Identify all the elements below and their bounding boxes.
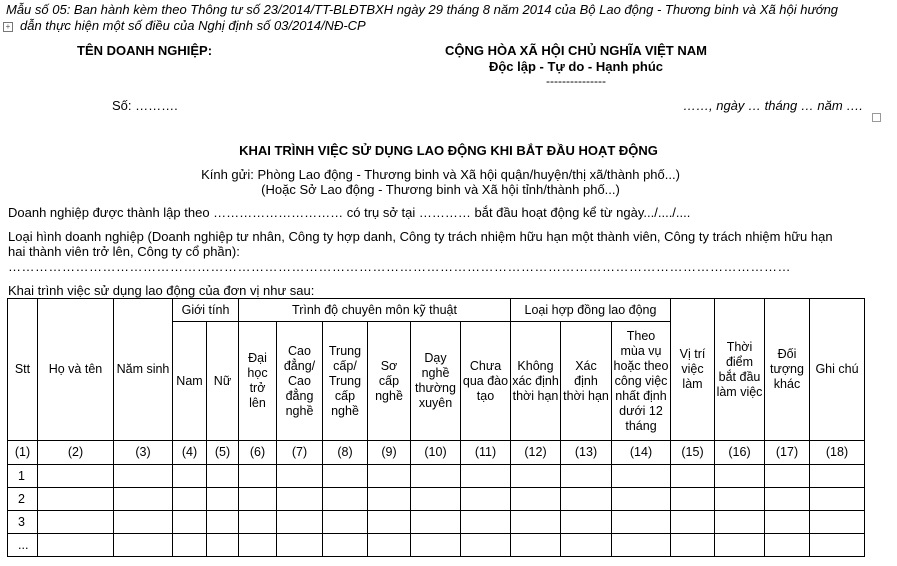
company-name-label: TÊN DOANH NGHIỆP: xyxy=(77,43,213,58)
col-start-date: Thời điểm bắt đầu làm việc xyxy=(715,299,765,441)
col-notes: Ghi chú xyxy=(810,299,865,441)
col-definite-term: Xác định thời hạn xyxy=(561,322,612,441)
column-number-row xyxy=(8,441,865,465)
col-number: (4) xyxy=(173,441,207,465)
col-number: (8) xyxy=(323,441,368,465)
addressee-line-1: Kính gửi: Phòng Lao động - Thương binh và Xã hội quận/huyện/thị xã/thành phố...) xyxy=(201,167,680,182)
col-stt: Stt xyxy=(8,299,38,441)
table-row xyxy=(8,488,865,511)
row-index: 1 xyxy=(8,465,38,488)
table-group-header-row xyxy=(8,299,865,322)
col-number: (10) xyxy=(411,441,461,465)
col-regular-training: Dạy nghề thường xuyên xyxy=(411,322,461,441)
row-index: 3 xyxy=(8,511,38,534)
form-reference-note: Mẫu số 05: Ban hành kèm theo Thông tư số 23/2014/TT-BLĐTBXH ngày 29 tháng 8 năm 2014 của Bộ Lao động - Thương binh và Xã hội hướng xyxy=(6,2,839,17)
dotted-fill-line: ………………………………………………………………………………………………………………………………………………………… xyxy=(8,259,791,274)
col-untrained: Chưa qua đào tạo xyxy=(461,322,511,441)
col-male: Nam xyxy=(173,322,207,441)
col-number: (14) xyxy=(612,441,671,465)
col-other-subject: Đối tượng khác xyxy=(765,299,810,441)
col-number: (18) xyxy=(810,441,865,465)
group-qualification: Trình độ chuyên môn kỹ thuật xyxy=(239,299,511,322)
group-gender: Giới tính xyxy=(173,299,239,322)
table-row xyxy=(8,465,865,488)
row-index: ... xyxy=(8,534,38,557)
table-row xyxy=(8,534,865,557)
col-number: (7) xyxy=(277,441,323,465)
row-index: 2 xyxy=(8,488,38,511)
col-number: (9) xyxy=(368,441,411,465)
document-title: KHAI TRÌNH VIỆC SỬ DỤNG LAO ĐỘNG KHI BẮT ĐẦU HOẠT ĐỘNG xyxy=(239,143,658,158)
col-number: (13) xyxy=(561,441,612,465)
business-type-line-1: Loại hình doanh nghiệp (Doanh nghiệp tư nhân, Công ty hợp danh, Công ty trách nhiệm hữu hạn một thành viên, Công ty trách nhiệm hữu hạn xyxy=(8,229,833,244)
motto-underline: --------------- xyxy=(546,74,606,88)
col-seasonal: Theo mùa vụ hoặc theo công việc nhất định dưới 12 tháng xyxy=(612,322,671,441)
established-line: Doanh nghiệp được thành lập theo ………………………… có trụ sở tại ………… bắt đầu hoạt động kể từ ngày.../..../.... xyxy=(8,205,691,220)
table-move-handle-icon[interactable]: + xyxy=(3,22,13,32)
addressee-line-2: (Hoặc Sở Lao động - Thương binh và Xã hội tỉnh/thành phố...) xyxy=(261,182,620,197)
col-number: (5) xyxy=(207,441,239,465)
col-university: Đại học trở lên xyxy=(239,322,277,441)
col-number: (6) xyxy=(239,441,277,465)
col-number: (15) xyxy=(671,441,715,465)
col-number: (16) xyxy=(715,441,765,465)
resize-handle-icon[interactable] xyxy=(872,113,881,122)
col-number: (11) xyxy=(461,441,511,465)
col-female: Nữ xyxy=(207,322,239,441)
col-number: (3) xyxy=(114,441,173,465)
col-job-position: Vị trí việc làm xyxy=(671,299,715,441)
table-intro: Khai trình việc sử dụng lao động của đơn vị như sau: xyxy=(8,283,315,298)
col-indefinite-term: Không xác định thời hạn xyxy=(511,322,561,441)
table-row xyxy=(8,511,865,534)
col-birth-year: Năm sinh xyxy=(114,299,173,441)
col-number: (17) xyxy=(765,441,810,465)
col-number: (2) xyxy=(38,441,114,465)
form-reference-note-cont: dẫn thực hiện một số điều của Nghị định số 03/2014/NĐ-CP xyxy=(20,18,366,33)
col-number: (12) xyxy=(511,441,561,465)
date-line: ……, ngày … tháng … năm …. xyxy=(683,98,863,113)
col-college: Cao đẳng/ Cao đẳng nghề xyxy=(277,322,323,441)
document-number: Số: ………. xyxy=(112,98,178,113)
col-intermediate: Trung cấp/ Trung cấp nghề xyxy=(323,322,368,441)
group-contract-type: Loại hợp đồng lao động xyxy=(511,299,671,322)
col-number: (1) xyxy=(8,441,38,465)
business-type-line-2: hai thành viên trở lên, Công ty cổ phần): xyxy=(8,244,240,259)
col-elementary-vocational: Sơ cấp nghề xyxy=(368,322,411,441)
col-full-name: Họ và tên xyxy=(38,299,114,441)
motto: Độc lập - Tự do - Hạnh phúc xyxy=(488,59,664,74)
labor-declaration-table xyxy=(7,298,865,557)
republic-heading: CỘNG HÒA XÃ HỘI CHỦ NGHĨA VIỆT NAM xyxy=(445,43,707,58)
